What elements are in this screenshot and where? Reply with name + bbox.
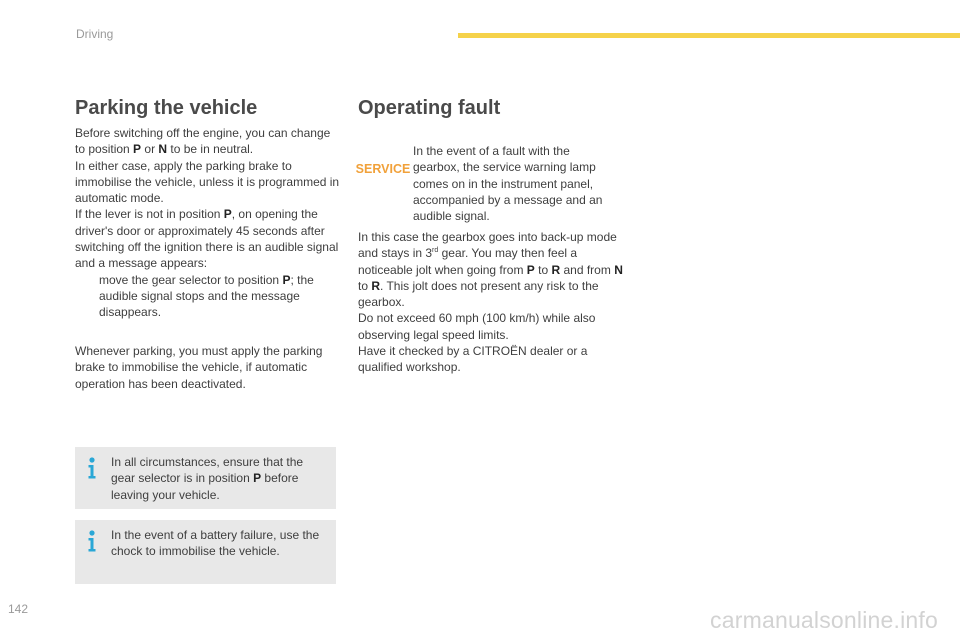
fault-paragraph-3: Have it checked by a CITROËN dealer or a qualified workshop. xyxy=(358,344,588,375)
parking-title: Parking the vehicle xyxy=(75,97,258,119)
watermark: carmanualsonline.info xyxy=(710,607,938,633)
info-icon xyxy=(87,457,97,479)
fault-paragraph-1: In this case the gearbox goes into back-up mode and stays in 3rd gear. You may then feel a noticeable jolt when going from P to R and from N to R. This jolt does not present any risk to the gearbox. xyxy=(358,230,623,310)
service-warning-icon xyxy=(355,160,411,176)
info-note-text: In all circumstances, ensure that the gear selector is in position P before leaving your vehicle. xyxy=(111,455,304,502)
header-accent-bar xyxy=(458,33,960,38)
info-note-gear-selector xyxy=(75,447,336,509)
parking-paragraph-4: Whenever parking, you must apply the parking brake to immobilise the vehicle, if automatic operation has been deactivated. xyxy=(75,344,323,391)
info-note-text: In the event of a battery failure, use the chock to immobilise the vehicle. xyxy=(111,528,320,559)
parking-paragraph-2: In either case, apply the parking brake to immobilise the vehicle, unless it is programmed in automatic mode. xyxy=(75,158,340,206)
info-note-battery xyxy=(75,520,336,584)
info-icon xyxy=(87,530,97,552)
parking-bullet: move the gear selector to position P; the audible signal stops and the message disappears. xyxy=(99,272,314,320)
fault-body xyxy=(358,229,624,376)
parking-body xyxy=(75,125,341,321)
page-number: 142 xyxy=(8,602,29,616)
fault-paragraph-2: Do not exceed 60 mph (100 km/h) while also observing legal speed limits. xyxy=(358,311,596,342)
fault-intro: In the event of a fault with the gearbox, the service warning lamp comes on in the instrument panel, accompanied by a message and an audible signal. xyxy=(413,144,603,224)
section-label: Driving xyxy=(76,27,114,41)
fault-title: Operating fault xyxy=(358,97,501,119)
svg-text:SERVICE: SERVICE xyxy=(355,162,411,176)
parking-paragraph-1: Before switching off the engine, you can change to position P or N to be in neutral. xyxy=(75,126,331,157)
parking-paragraph-3: If the lever is not in position P, on opening the driver's door or approximately 45 seconds after switching off the ignition there is an audible signal and a message appears: xyxy=(75,207,339,271)
